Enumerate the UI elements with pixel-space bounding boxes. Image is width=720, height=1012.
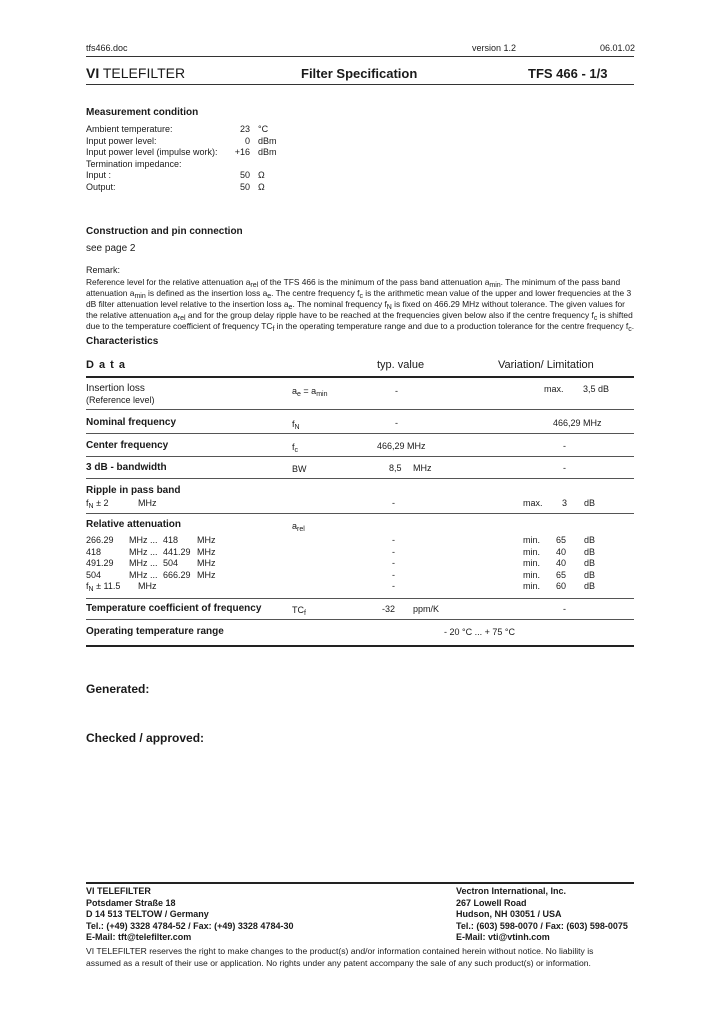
part-number: TFS 466 - 1/3 xyxy=(528,66,608,81)
nominal-frequency-typ: - xyxy=(395,418,398,428)
footer-right-line: 267 Lowell Road xyxy=(456,897,527,908)
col-var-header: Variation/ Limitation xyxy=(498,359,594,371)
attenuation-to: 666.29 xyxy=(163,569,191,580)
measurement-heading: Measurement condition xyxy=(86,107,199,118)
attenuation-prefix: min. xyxy=(523,581,541,591)
attenuation-from: $f_N \pm 11.5$ xyxy=(86,581,121,593)
attenuation-typ: - xyxy=(392,558,395,568)
attenuation-value: 40 xyxy=(556,546,567,557)
footer-left-line: D 14 513 TELTOW / Germany xyxy=(86,909,209,919)
construction-text: see page 2 xyxy=(86,243,136,254)
attenuation-from: 491.29 xyxy=(86,558,114,568)
measurement-unit: dBm xyxy=(258,135,277,146)
measurement-value: 0 xyxy=(244,135,250,146)
nominal-frequency-symbol: $f_N$ xyxy=(292,419,300,431)
row-rule xyxy=(86,433,634,434)
measurement-label: Termination impedance: xyxy=(86,158,182,169)
vi-logo-text: VI xyxy=(86,65,100,81)
disclaimer-line: assumed as a result of their use or application. No rights under any patent accompany the sale of any such product(s) or information. xyxy=(86,958,591,968)
relative-attenuation-label: Relative attenuation xyxy=(86,519,182,530)
attenuation-value: 65 xyxy=(556,569,567,580)
attenuation-unit-db: dB xyxy=(584,569,596,580)
col-data-header: D a t a xyxy=(86,359,127,371)
col-typ-header: typ. value xyxy=(377,359,425,371)
header-rule xyxy=(86,84,634,85)
temp-coef-label: Temperature coefficient of frequency xyxy=(86,603,262,614)
attenuation-to: 441.29 xyxy=(163,546,191,557)
table-bottom-rule xyxy=(86,645,634,647)
nominal-frequency-label: Nominal frequency xyxy=(86,417,177,428)
measurement-label: Ambient temperature: xyxy=(86,124,173,134)
footer-right-line: Hudson, NH 03051 / USA xyxy=(456,909,562,919)
attenuation-to: 418 xyxy=(163,535,179,545)
footer-rule xyxy=(86,882,634,884)
attenuation-sep: MHz ... xyxy=(129,569,158,580)
characteristics-heading: Characteristics xyxy=(86,336,159,347)
row-rule xyxy=(86,513,634,514)
attenuation-unit-db: dB xyxy=(584,581,596,591)
footer-left-line: VI TELEFILTER xyxy=(86,886,151,896)
ripple-typ: - xyxy=(392,498,395,508)
date: 06.01.02 xyxy=(600,43,636,53)
attenuation-typ: - xyxy=(392,581,395,591)
remark-line: dB filter attenuation level relative to the insertion loss $a_e$. The nominal frequency $f_N$ is fixed on 466.29 MHz without tolerance. The given values for xyxy=(86,299,625,311)
row-rule xyxy=(86,598,634,599)
table-header-rule xyxy=(86,376,634,378)
bandwidth-symbol: BW xyxy=(292,464,307,474)
measurement-value: 50 xyxy=(239,181,250,192)
measurement-label: Input power level: xyxy=(86,135,157,146)
attenuation-value: 60 xyxy=(556,581,567,591)
center-frequency-label: Center frequency xyxy=(86,440,169,451)
remark-line: due to the temperature coefficient of frequency $TC_f$ in the operating temperature range and due to a production tolerance for the centre frequency $f_c$. xyxy=(86,321,635,333)
attenuation-from: 418 xyxy=(86,546,102,557)
attenuation-sep: MHz ... xyxy=(129,558,158,568)
measurement-value: 23 xyxy=(239,124,250,134)
relative-attenuation-symbol: $a_{rel}$ xyxy=(292,521,305,533)
attenuation-typ: - xyxy=(392,535,395,545)
measurement-value: +16 xyxy=(234,147,250,157)
footer-right-line: E-Mail: vti@vtinh.com xyxy=(456,932,550,942)
generated-label: Generated: xyxy=(86,682,150,696)
attenuation-unit: MHz xyxy=(197,535,216,545)
measurement-unit: Ω xyxy=(258,170,265,180)
version: version 1.2 xyxy=(472,43,517,53)
attenuation-unit: MHz xyxy=(138,581,157,591)
attenuation-prefix: min. xyxy=(523,535,541,545)
insertion-loss-prefix: max. xyxy=(544,384,564,394)
attenuation-to: 504 xyxy=(163,558,179,568)
temp-coef-typ: -32 xyxy=(382,604,396,614)
attenuation-typ: - xyxy=(392,569,395,580)
insertion-loss-sub: (Reference level) xyxy=(86,395,155,405)
insertion-loss-label: Insertion loss xyxy=(86,383,145,394)
footer-left-line: Potsdamer Straße 18 xyxy=(86,897,176,908)
nominal-frequency-value: 466,29 MHz xyxy=(553,418,602,428)
attenuation-unit-db: dB xyxy=(584,546,596,557)
attenuation-unit-db: dB xyxy=(584,558,596,568)
ripple-label: Ripple in pass band xyxy=(86,485,181,496)
file-name: tfs466.doc xyxy=(86,43,128,53)
temp-coef-var: - xyxy=(563,604,566,614)
measurement-label: Output: xyxy=(86,181,116,192)
center-frequency-var: - xyxy=(563,441,566,451)
attenuation-sep: MHz ... xyxy=(129,546,158,557)
center-frequency-typ: 466,29 MHz xyxy=(377,441,426,451)
footer-left-line: Tel.: (+49) 3328 4784-52 / Fax: (+49) 3328 4784-30 xyxy=(86,920,294,931)
measurement-label: Input : xyxy=(86,170,112,180)
top-rule xyxy=(86,56,634,57)
row-rule xyxy=(86,619,634,620)
row-rule xyxy=(86,409,634,410)
attenuation-typ: - xyxy=(392,546,395,557)
remark-line: Reference level for the relative attenuation $a_{rel}$ of the TFS 466 is the minimum of the pass band attenuation $a_{min}$. The minimum of the pass band xyxy=(86,277,621,289)
measurement-label: Input power level (impulse work): xyxy=(86,147,218,157)
attenuation-from: 266.29 xyxy=(86,535,114,545)
company-header xyxy=(86,65,185,81)
construction-heading: Construction and pin connection xyxy=(86,226,243,237)
bandwidth-var: - xyxy=(563,463,566,473)
attenuation-unit: MHz xyxy=(197,558,216,568)
center-frequency-symbol: $f_c$ xyxy=(292,442,299,454)
remark-line: the relative attenuation $a_{rel}$ and for the group delay ripple have to be reached at the frequencies given below also if the centre frequency $f_c$ is shifted xyxy=(86,310,633,322)
temp-coef-symbol: $TC_f$ xyxy=(292,605,306,617)
temp-coef-unit: ppm/K xyxy=(413,604,440,614)
attenuation-prefix: min. xyxy=(523,558,541,568)
insertion-loss-typ: - xyxy=(395,386,398,396)
operating-temp-value: - 20 °C ... + 75 °C xyxy=(444,627,515,637)
measurement-unit: Ω xyxy=(258,181,265,192)
measurement-unit: °C xyxy=(258,124,269,134)
remark-label: Remark: xyxy=(86,265,121,275)
bandwidth-typ: 8,5 xyxy=(389,463,402,473)
ripple-prefix: max. xyxy=(523,498,543,508)
attenuation-unit-db: dB xyxy=(584,535,596,545)
ripple-value: 3 xyxy=(562,498,568,508)
footer-right-line: Tel.: (603) 598-0070 / Fax: (603) 598-0075 xyxy=(456,920,628,931)
measurement-unit: dBm xyxy=(258,147,277,157)
ripple-range-unit: MHz xyxy=(138,498,157,508)
bandwidth-unit: MHz xyxy=(413,463,432,473)
footer-right-line: Vectron International, Inc. xyxy=(456,886,567,896)
document-title: Filter Specification xyxy=(301,66,418,81)
remark-line: attenuation $a_{min}$ is defined as the insertion loss $a_e$. The centre frequency $f_c$ is the arithmetic mean value of the upper and lower frequencies at the 3 xyxy=(86,288,632,300)
row-rule xyxy=(86,478,634,479)
row-rule xyxy=(86,456,634,457)
insertion-loss-symbol: $a_e = a_{min}$ xyxy=(292,386,328,398)
attenuation-sep: MHz ... xyxy=(129,535,158,545)
ripple-unit: dB xyxy=(584,498,596,508)
ripple-range: $f_N \pm 2$ xyxy=(86,498,109,510)
attenuation-from: 504 xyxy=(86,569,102,580)
company-name: TELEFILTER xyxy=(102,65,186,81)
attenuation-unit: MHz xyxy=(197,569,216,580)
footer-left-line: E-Mail: tft@telefilter.com xyxy=(86,932,192,942)
attenuation-value: 40 xyxy=(556,558,567,568)
checked-label: Checked / approved: xyxy=(86,731,205,745)
measurement-value: 50 xyxy=(239,170,250,180)
disclaimer-line: VI TELEFILTER reserves the right to make changes to the product(s) and/or information contained herein without notice. No liability is xyxy=(86,946,594,956)
attenuation-value: 65 xyxy=(556,535,567,545)
attenuation-unit: MHz xyxy=(197,546,216,557)
attenuation-prefix: min. xyxy=(523,569,541,580)
attenuation-prefix: min. xyxy=(523,546,541,557)
insertion-loss-value: 3,5 dB xyxy=(583,384,610,394)
bandwidth-label: 3 dB - bandwidth xyxy=(86,462,167,473)
operating-temp-label: Operating temperature range xyxy=(86,626,224,637)
